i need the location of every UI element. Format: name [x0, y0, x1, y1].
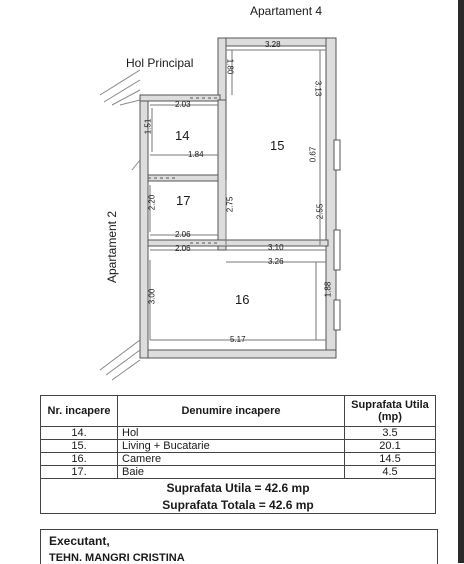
- dim-label: 5.17: [230, 335, 246, 344]
- neighbor-left-label: Apartament 2: [105, 210, 120, 284]
- header-area: Suprafata Utila (mp): [345, 396, 436, 427]
- dim-label: 1.80: [225, 58, 235, 75]
- room-number-17: 17: [176, 193, 191, 208]
- dim-label: 1.84: [188, 150, 204, 159]
- cell-name: Hol: [118, 427, 345, 440]
- scan-edge: [458, 0, 464, 563]
- dim-label: 3.26: [268, 257, 284, 266]
- cell-area: 3.5: [345, 427, 436, 440]
- neighbor-top-label: Apartament 4: [250, 4, 323, 18]
- cell-name: Camere: [118, 453, 345, 466]
- executant-block: [40, 529, 438, 564]
- table-row: [41, 440, 436, 453]
- cell-nr: 14.: [41, 427, 118, 440]
- total-useful: Suprafata Utila = 42.6 mp: [41, 479, 436, 497]
- total-overall-row: [41, 496, 436, 514]
- dim-label: 2.20: [147, 194, 157, 211]
- executant-name: TEHN. MANGRI CRISTINA: [49, 552, 185, 564]
- cell-name: Baie: [118, 466, 345, 479]
- executant-label: Executant,: [49, 534, 110, 548]
- outer-walls: [140, 38, 336, 358]
- table-row: [41, 453, 436, 466]
- dim-label: 2.55: [315, 203, 325, 220]
- cell-name: Living + Bucatarie: [118, 440, 345, 453]
- cell-area: 4.5: [345, 466, 436, 479]
- dim-label: 1.88: [323, 281, 333, 298]
- room-number-14: 14: [175, 128, 190, 143]
- table-header-row: [41, 396, 436, 427]
- cell-nr: 15.: [41, 440, 118, 453]
- header-nr: Nr. incapere: [41, 396, 118, 427]
- total-useful-row: [41, 479, 436, 497]
- rooms-table: [40, 395, 436, 514]
- table-row: [41, 427, 436, 440]
- cell-nr: 17.: [41, 466, 118, 479]
- cell-nr: 16.: [41, 453, 118, 466]
- total-overall: Suprafata Totala = 42.6 mp: [41, 496, 436, 514]
- room-number-16: 16: [235, 292, 250, 307]
- hall-label: Hol Principal: [126, 56, 194, 70]
- table-row: [41, 466, 436, 479]
- dim-label: 3.13: [313, 80, 323, 97]
- dim-label: 2.06: [175, 230, 191, 239]
- dim-label: 0.67: [308, 146, 318, 163]
- dim-label: 2.75: [225, 196, 235, 213]
- dim-label: 3.10: [268, 243, 284, 252]
- cell-area: 20.1: [345, 440, 436, 453]
- dim-label: 1.51: [143, 118, 153, 135]
- dim-label: 2.06: [175, 244, 191, 253]
- windows: [334, 140, 340, 330]
- header-name: Denumire incapere: [118, 396, 345, 427]
- door-openings: [148, 98, 218, 243]
- cell-area: 14.5: [345, 453, 436, 466]
- dim-label: 2.03: [175, 100, 191, 109]
- room-number-15: 15: [270, 138, 285, 153]
- dim-label: 3.00: [147, 288, 157, 305]
- dim-label: 3.28: [265, 40, 281, 49]
